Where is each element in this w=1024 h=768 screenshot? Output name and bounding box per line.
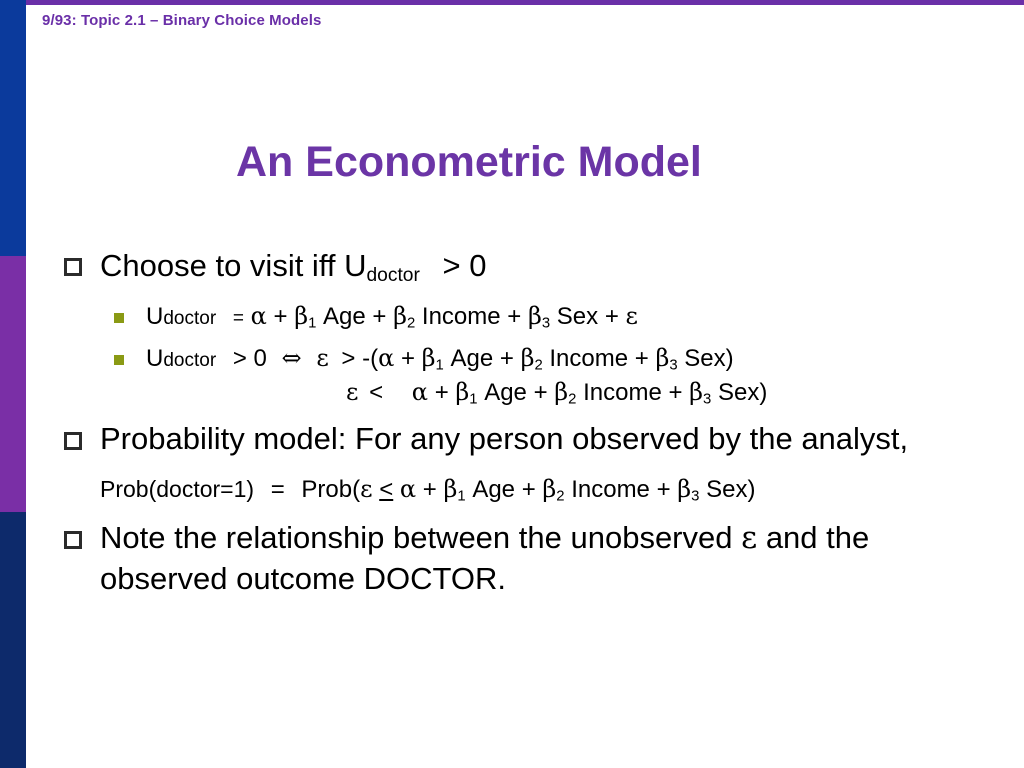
less-than-sign: <	[369, 379, 384, 406]
beta-symbol: β	[554, 378, 569, 406]
prob-open: Prob(	[301, 476, 361, 503]
subscript-index: 1	[308, 315, 317, 332]
epsilon-condition	[346, 378, 767, 407]
sex-term: Sex	[556, 303, 599, 330]
subscript-doctor: doctor	[366, 264, 420, 286]
plus-sign: +	[507, 303, 522, 330]
plus-sign: +	[634, 345, 649, 372]
subscript-index: 1	[469, 391, 478, 408]
age-term: Age	[323, 303, 366, 330]
alpha-symbol: α	[250, 302, 267, 330]
sidebar-segment-bottom	[0, 512, 26, 768]
beta-symbol: β	[542, 475, 557, 503]
greater-than-negative: > -(	[341, 345, 379, 372]
note-text-line2: observed outcome DOCTOR.	[100, 561, 507, 596]
alpha-symbol: α	[411, 378, 429, 406]
bullet-icon	[64, 432, 82, 450]
plus-sign: +	[668, 379, 683, 406]
plus-sign: +	[400, 345, 415, 372]
alpha-symbol: α	[399, 475, 417, 503]
equals-sign: =	[270, 476, 285, 503]
plus-sign: +	[372, 303, 387, 330]
sex-term: Sex)	[684, 345, 734, 372]
utility-symbol: U	[146, 303, 164, 330]
beta-symbol: β	[443, 475, 458, 503]
plus-sign: +	[521, 476, 536, 503]
iff-arrow-icon: ⇔	[281, 344, 302, 372]
subscript-index: 2	[556, 488, 565, 505]
utility-symbol: U	[146, 345, 164, 372]
beta-symbol: β	[677, 475, 692, 503]
subscript-index: 1	[435, 357, 444, 374]
sidebar-segment-middle	[0, 256, 26, 512]
plus-sign: +	[499, 345, 514, 372]
alpha-symbol: α	[378, 344, 395, 372]
sub-bullet-icon	[114, 355, 124, 365]
utility-equation	[146, 302, 638, 331]
age-term: Age	[472, 476, 516, 503]
equals-sign: =	[232, 308, 244, 329]
subscript-index: 1	[457, 488, 466, 505]
bullet-text: Choose to visit iff U	[100, 248, 367, 283]
note-text-tail: and the	[765, 520, 870, 555]
sub-bullet-icon	[114, 313, 124, 323]
epsilon-symbol: ε	[360, 475, 373, 503]
income-term: Income	[571, 476, 650, 503]
plus-sign: +	[656, 476, 671, 503]
beta-symbol: β	[689, 378, 704, 406]
beta-symbol: β	[294, 302, 309, 330]
plus-sign: +	[434, 379, 449, 406]
plus-sign: +	[422, 476, 437, 503]
sidebar-bar	[0, 0, 26, 768]
income-term: Income	[583, 379, 662, 406]
bullet-choose-to-visit	[100, 248, 486, 284]
beta-symbol: β	[393, 302, 407, 330]
inequality-text: > 0	[442, 248, 487, 283]
note-text: Note the relationship between the unobserved	[100, 520, 733, 555]
less-or-equal-sign: <	[379, 476, 394, 503]
bullet-probability-model: Probability model: For any person observed by the analyst,	[100, 421, 909, 456]
epsilon-symbol: ε	[316, 344, 329, 372]
subscript-index: 3	[541, 315, 551, 332]
age-term: Age	[484, 379, 527, 406]
subscript-index: 3	[691, 488, 700, 505]
bullet-icon	[64, 531, 82, 549]
income-term: Income	[549, 345, 629, 372]
subscript-index: 2	[406, 315, 416, 332]
subscript-index: 2	[534, 357, 543, 374]
subscript-doctor: doctor	[163, 350, 217, 371]
sex-term: Sex)	[717, 379, 768, 406]
beta-symbol: β	[421, 344, 436, 372]
beta-symbol: β	[527, 302, 542, 330]
bullet-icon	[64, 258, 82, 276]
subscript-index: 3	[703, 391, 712, 408]
plus-sign: +	[604, 303, 619, 330]
utility-condition	[146, 344, 734, 373]
beta-symbol: β	[655, 344, 670, 372]
beta-symbol: β	[520, 344, 535, 372]
subscript-index: 2	[568, 391, 577, 408]
epsilon-symbol: ε	[625, 302, 638, 330]
slide-title: An Econometric Model	[236, 138, 702, 186]
epsilon-symbol: ε	[346, 378, 359, 406]
sex-term: Sex)	[706, 476, 756, 503]
subscript-index: 3	[669, 357, 678, 374]
sidebar-segment-top	[0, 0, 26, 256]
beta-symbol: β	[455, 378, 470, 406]
slide-header: 9/93: Topic 2.1 – Binary Choice Models	[42, 12, 322, 29]
epsilon-symbol: ε	[741, 520, 758, 556]
subscript-doctor: doctor	[163, 308, 217, 329]
probability-equation	[100, 475, 755, 504]
plus-sign: +	[533, 379, 548, 406]
income-term: Income	[421, 303, 501, 330]
plus-sign: +	[273, 303, 288, 330]
bullet-note-relationship	[100, 520, 869, 556]
age-term: Age	[450, 345, 494, 372]
prob-doctor-lhs: Prob(doctor=1)	[100, 476, 255, 502]
top-rule	[0, 0, 1024, 5]
greater-than-zero: > 0	[232, 345, 267, 372]
